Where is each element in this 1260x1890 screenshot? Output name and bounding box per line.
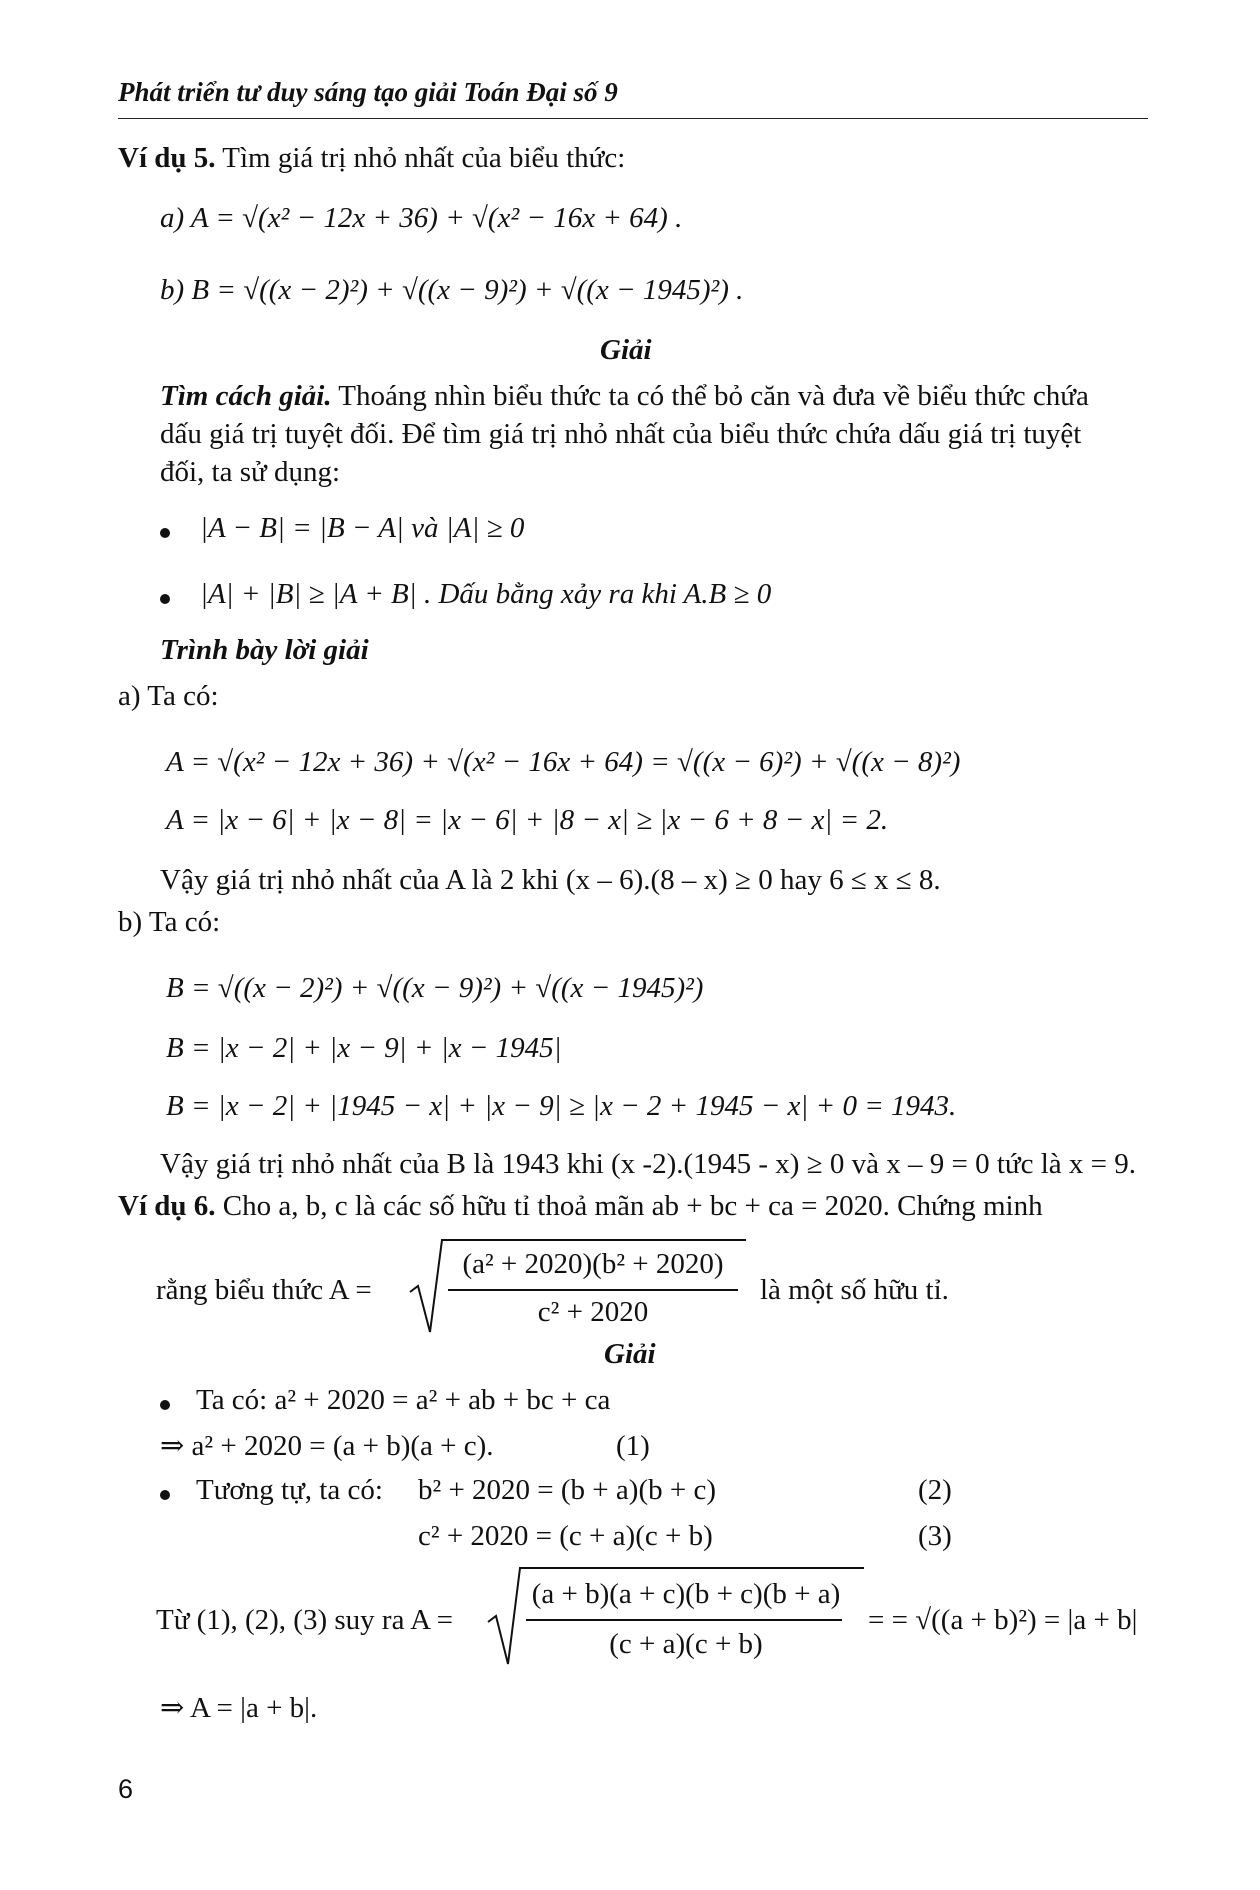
property-bullet-2: |A| + |B| ≥ |A + B| . Dấu bằng xảy ra khi A.B ≥ 0	[200, 578, 772, 610]
part-b-equation-2: B = |x − 2| + |x − 9| + |x − 1945|	[166, 1032, 562, 1064]
example5-part-a: a) A = √(x² − 12x + 36) + √(x² − 16x + 64) .	[160, 202, 683, 234]
example6-label: Ví dụ 6.	[118, 1190, 216, 1222]
example6-expr-prefix: rằng biểu thức A =	[156, 1274, 372, 1306]
example5-label: Ví dụ 5.	[118, 142, 216, 174]
example5-solution-heading: Giải	[600, 334, 652, 366]
part-b-equation-3: B = |x − 2| + |1945 − x| + |x − 9| ≥ |x − 2 + 1945 − x| + 0 = 1943.	[166, 1090, 957, 1122]
step-2: ⇒ a² + 2020 = (a + b)(a + c).	[160, 1430, 494, 1462]
header-rule	[118, 118, 1148, 119]
final-prefix: Từ (1), (2), (3) suy ra A =	[156, 1604, 454, 1636]
step-4-tag: (3)	[918, 1520, 952, 1552]
bullet-dot	[160, 594, 170, 604]
running-header: Phát triển tư duy sáng tạo giải Toán Đại số 9	[118, 77, 618, 107]
step-1: Ta có: a² + 2020 = a² + ab + bc + ca	[196, 1384, 611, 1416]
example6-statement	[118, 1188, 1043, 1224]
bullet-dot	[160, 1400, 170, 1410]
method-line-1	[160, 378, 1089, 414]
part-b-intro: b) Ta có:	[118, 906, 221, 938]
method-label: Tìm cách giải.	[160, 380, 332, 412]
example6-prompt: Cho a, b, c là các số hữu tỉ thoả mãn ab + bc + ca = 2020. Chứng minh	[215, 1190, 1043, 1222]
step-3: b² + 2020 = (b + a)(b + c)	[418, 1474, 716, 1506]
bullet-dot	[160, 1490, 170, 1500]
example6-expr-suffix: là một số hữu tỉ.	[760, 1274, 949, 1306]
example6-denominator: c² + 2020	[537, 1296, 649, 1328]
final-denominator: (c + a)(c + b)	[609, 1628, 763, 1660]
part-b-conclusion: Vậy giá trị nhỏ nhất của B là 1943 khi (x -2).(1945 - x) ≥ 0 và x – 9 = 0 tức là x = 9.	[160, 1148, 1137, 1180]
presentation-heading: Trình bày lời giải	[160, 634, 369, 666]
page-number: 6	[118, 1774, 134, 1804]
part-a-equation-2: A = |x − 6| + |x − 8| = |x − 6| + |8 − x| ≥ |x − 6 + 8 − x| = 2.	[166, 804, 889, 836]
property-bullet-1: |A − B| = |B − A| và |A| ≥ 0	[200, 512, 525, 544]
method-line-3: đối, ta sử dụng:	[160, 456, 341, 488]
final-result: ⇒ A = |a + b|.	[160, 1692, 318, 1724]
step-2-tag: (1)	[616, 1430, 650, 1462]
example5-statement	[118, 140, 625, 176]
example5-prompt: Tìm giá trị nhỏ nhất của biểu thức:	[222, 142, 626, 174]
method-line-2: dấu giá trị tuyệt đối. Để tìm giá trị nhỏ nhất của biểu thức chứa dấu giá trị tuyệt	[160, 418, 1082, 450]
final-numerator: (a + b)(a + c)(b + c)(b + a)	[531, 1578, 841, 1610]
step-3-label: Tương tự, ta có:	[196, 1474, 383, 1506]
step-3-tag: (2)	[918, 1474, 952, 1506]
part-a-conclusion: Vậy giá trị nhỏ nhất của A là 2 khi (x – 6).(8 – x) ≥ 0 hay 6 ≤ x ≤ 8.	[160, 864, 941, 896]
part-a-intro: a) Ta có:	[118, 680, 219, 712]
method-text-1: Thoáng nhìn biểu thức ta có thể bỏ căn và đưa về biểu thức chứa	[331, 380, 1089, 412]
bullet-dot	[160, 528, 170, 538]
example6-solution-heading: Giải	[604, 1338, 656, 1370]
part-b-equation-1: B = √((x − 2)²) + √((x − 9)²) + √((x − 1945)²)	[166, 972, 704, 1004]
example5-part-b: b) B = √((x − 2)²) + √((x − 9)²) + √((x − 1945)²) .	[160, 274, 744, 306]
step-4: c² + 2020 = (c + a)(c + b)	[418, 1520, 713, 1552]
example6-numerator: (a² + 2020)(b² + 2020)	[462, 1248, 724, 1280]
final-suffix: = = √((a + b)²) = |a + b|	[868, 1604, 1138, 1636]
part-a-equation-1: A = √(x² − 12x + 36) + √(x² − 16x + 64) = √((x − 6)²) + √((x − 8)²)	[166, 746, 961, 778]
